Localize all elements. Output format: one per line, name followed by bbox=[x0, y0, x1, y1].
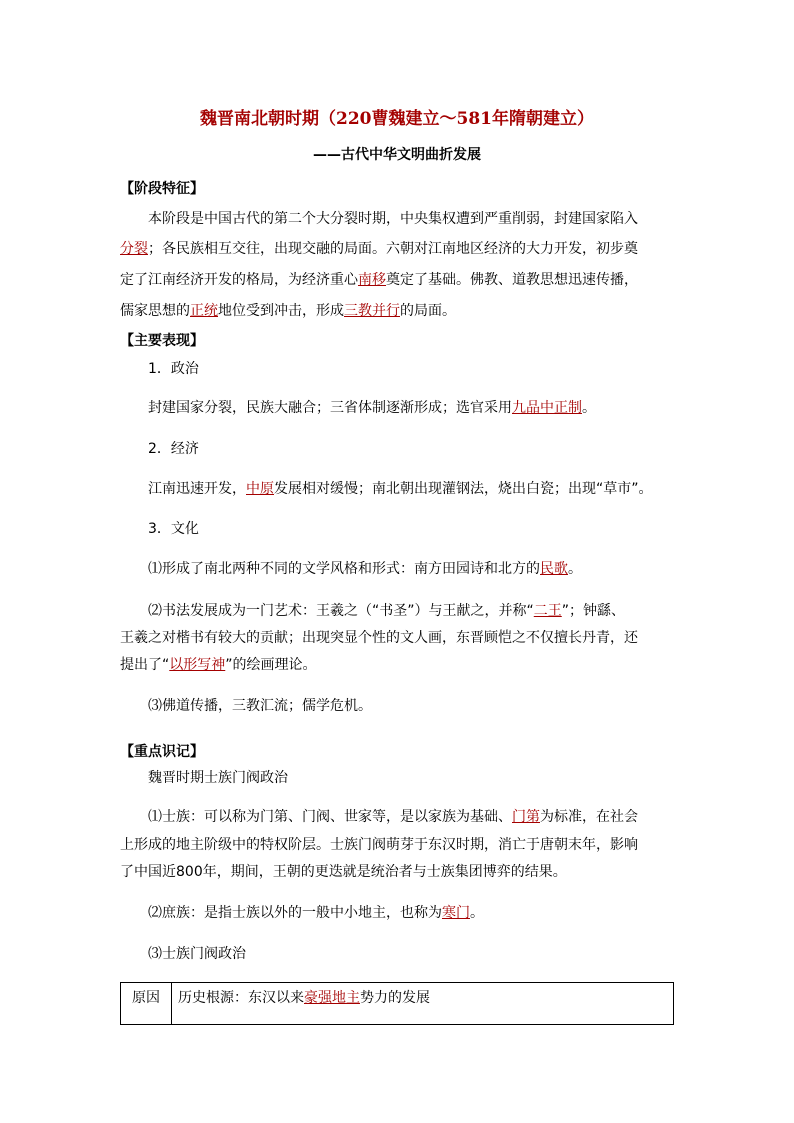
paragraph-line: ⑵庶族：是指士族以外的一般中小地主，也称为寒门。 bbox=[148, 905, 484, 921]
key-term: 九品中正制 bbox=[512, 400, 582, 416]
gentry-politics-table bbox=[120, 982, 674, 1025]
table-cell-label: 原因 bbox=[121, 983, 172, 1025]
key-term: 南移 bbox=[358, 272, 386, 288]
list-item-economy: 2．经济 bbox=[148, 441, 199, 457]
table-row bbox=[121, 983, 674, 1025]
topic-title: 魏晋时期士族门阀政治 bbox=[148, 770, 288, 786]
paragraph-line: 江南迅速开发，中原发展相对缓慢；南北朝出现灌钢法，烧出白瓷；出现“草市”。 bbox=[148, 481, 653, 497]
section-heading-key-points: 【重点识记】 bbox=[120, 744, 204, 760]
paragraph-line: 上形成的地主阶级中的特权阶层。士族门阀萌芽于东汉时期，消亡于唐朝末年，影响 bbox=[120, 837, 638, 853]
paragraph-line: ⑵书法发展成为一门艺术：王羲之（“书圣”）与王献之，并称“二王”；钟繇、 bbox=[148, 603, 626, 619]
key-term: 民歌 bbox=[540, 561, 568, 577]
page-title: 魏晋南北朝时期（220曹魏建立～581年隋朝建立） bbox=[200, 109, 594, 129]
paragraph-line: 分裂；各民族相互交往，出现交融的局面。六朝对江南地区经济的大力开发，初步奠 bbox=[120, 241, 638, 257]
paragraph-line: ⑴士族：可以称为门第、门阀、世家等，是以家族为基础、门第为标准，在社会 bbox=[148, 809, 638, 825]
key-term: 三教并行 bbox=[344, 303, 400, 319]
key-term: 二王 bbox=[533, 603, 562, 619]
paragraph-line: 本阶段是中国古代的第二个大分裂时期，中央集权遭到严重削弱，封建国家陷入 bbox=[148, 211, 638, 227]
list-item-politics: 1．政治 bbox=[148, 361, 199, 377]
paragraph-line: ⑶士族门阀政治 bbox=[148, 946, 246, 962]
key-term: 正统 bbox=[190, 303, 218, 319]
table-cell-content: 历史根源：东汉以来豪强地主势力的发展 bbox=[172, 983, 674, 1025]
key-term: 寒门 bbox=[442, 905, 470, 921]
paragraph-line: 儒家思想的正统地位受到冲击，形成三教并行的局面。 bbox=[120, 303, 456, 319]
paragraph-line: 定了江南经济开发的格局，为经济重心南移奠定了基础。佛教、道教思想迅速传播， bbox=[120, 272, 638, 288]
key-term: 分裂 bbox=[120, 241, 148, 257]
key-term: 豪强地主 bbox=[304, 990, 360, 1006]
paragraph-line: 封建国家分裂，民族大融合；三省体制逐渐形成；选官采用九品中正制。 bbox=[148, 400, 596, 416]
list-item-culture: 3．文化 bbox=[148, 521, 199, 537]
section-heading-main-manifestations: 【主要表现】 bbox=[120, 333, 204, 349]
key-term: 以形写神 bbox=[169, 657, 226, 673]
section-heading-stage-features: 【阶段特征】 bbox=[120, 181, 204, 197]
paragraph-line: 了中国近800年，期间，王朝的更迭就是统治者与士族集团博弈的结果。 bbox=[120, 864, 567, 880]
paragraph-line: ⑶佛道传播，三教汇流；儒学危机。 bbox=[148, 698, 372, 714]
paragraph-line: ⑴形成了南北两种不同的文学风格和形式：南方田园诗和北方的民歌。 bbox=[148, 561, 582, 577]
key-term: 门第 bbox=[512, 809, 540, 825]
paragraph-line: 王羲之对楷书有较大的贡献；出现突显个性的文人画，东晋顾恺之不仅擅长丹青，还 bbox=[120, 630, 638, 646]
page-subtitle: ——古代中华文明曲折发展 bbox=[313, 147, 481, 163]
paragraph-line: 提出了“以形写神”的绘画理论。 bbox=[120, 657, 317, 673]
key-term: 中原 bbox=[246, 481, 274, 497]
